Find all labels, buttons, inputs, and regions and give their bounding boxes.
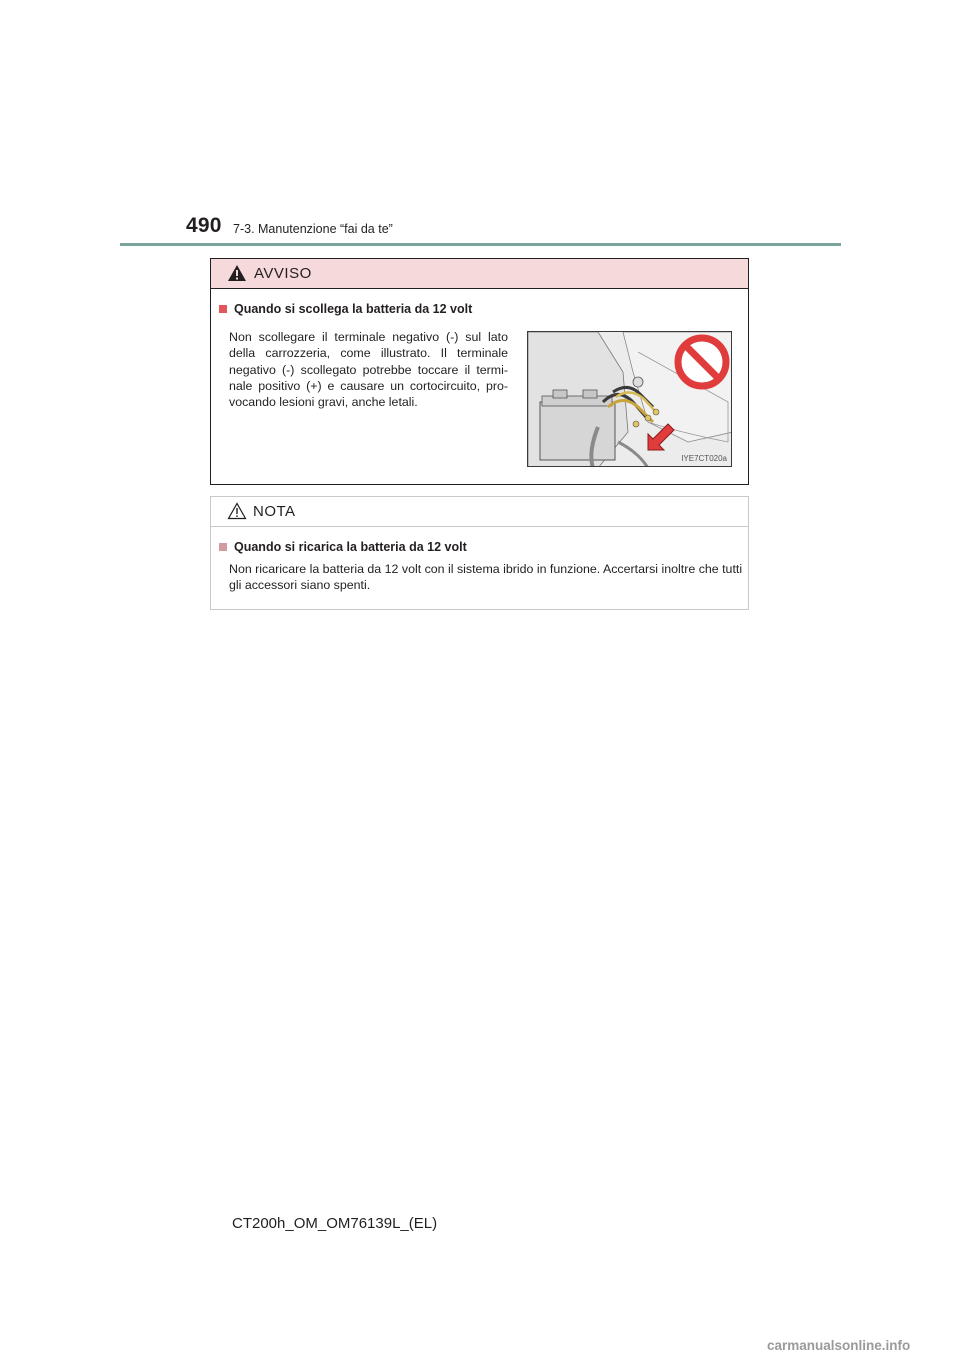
notice-box [210, 496, 749, 610]
watermark[interactable]: carmanualsonline.info [767, 1338, 911, 1353]
warning-box [210, 258, 749, 485]
warning-subheading [219, 302, 472, 316]
notice-subheading [219, 540, 467, 554]
red-arrow-icon [644, 422, 676, 459]
notice-subheading-text: Quando si ricarica la batteria da 12 volt [234, 540, 467, 554]
warning-body: Non scollegare il terminale negativo (-) sul lato della carrozzeria, come illustrato. Il terminale negativo (-) scollegato potrebbe toccare il termi-nale positivo (+) e causare un cortocircuito, pro-vocando lesioni gravi, anche letali. [229, 330, 508, 410]
prohibition-sign-icon [674, 334, 730, 395]
footer-code: CT200h_OM_OM76139L_(EL) [232, 1215, 438, 1232]
warning-title: AVVISO [254, 265, 312, 282]
square-bullet-icon [219, 305, 227, 313]
notice-header [211, 497, 748, 527]
caution-triangle-icon [227, 502, 247, 525]
notice-body: Non ricaricare la batteria da 12 volt con il sistema ibrido in funzione. Accertarsi inoltre che tutti gli accessori siano spenti. [229, 562, 743, 593]
square-bullet-icon [219, 543, 227, 551]
notice-title: NOTA [253, 503, 296, 520]
page-number: 490 [186, 214, 222, 237]
warning-triangle-icon [227, 264, 247, 287]
battery-terminal-illustration [527, 331, 732, 467]
illustration-code: IYE7CT020a [681, 454, 727, 463]
warning-subheading-text: Quando si scollega la batteria da 12 volt [234, 302, 473, 316]
section-title: 7-3. Manutenzione “fai da te” [233, 222, 393, 236]
warning-header [211, 259, 748, 289]
header-rule [120, 243, 841, 246]
